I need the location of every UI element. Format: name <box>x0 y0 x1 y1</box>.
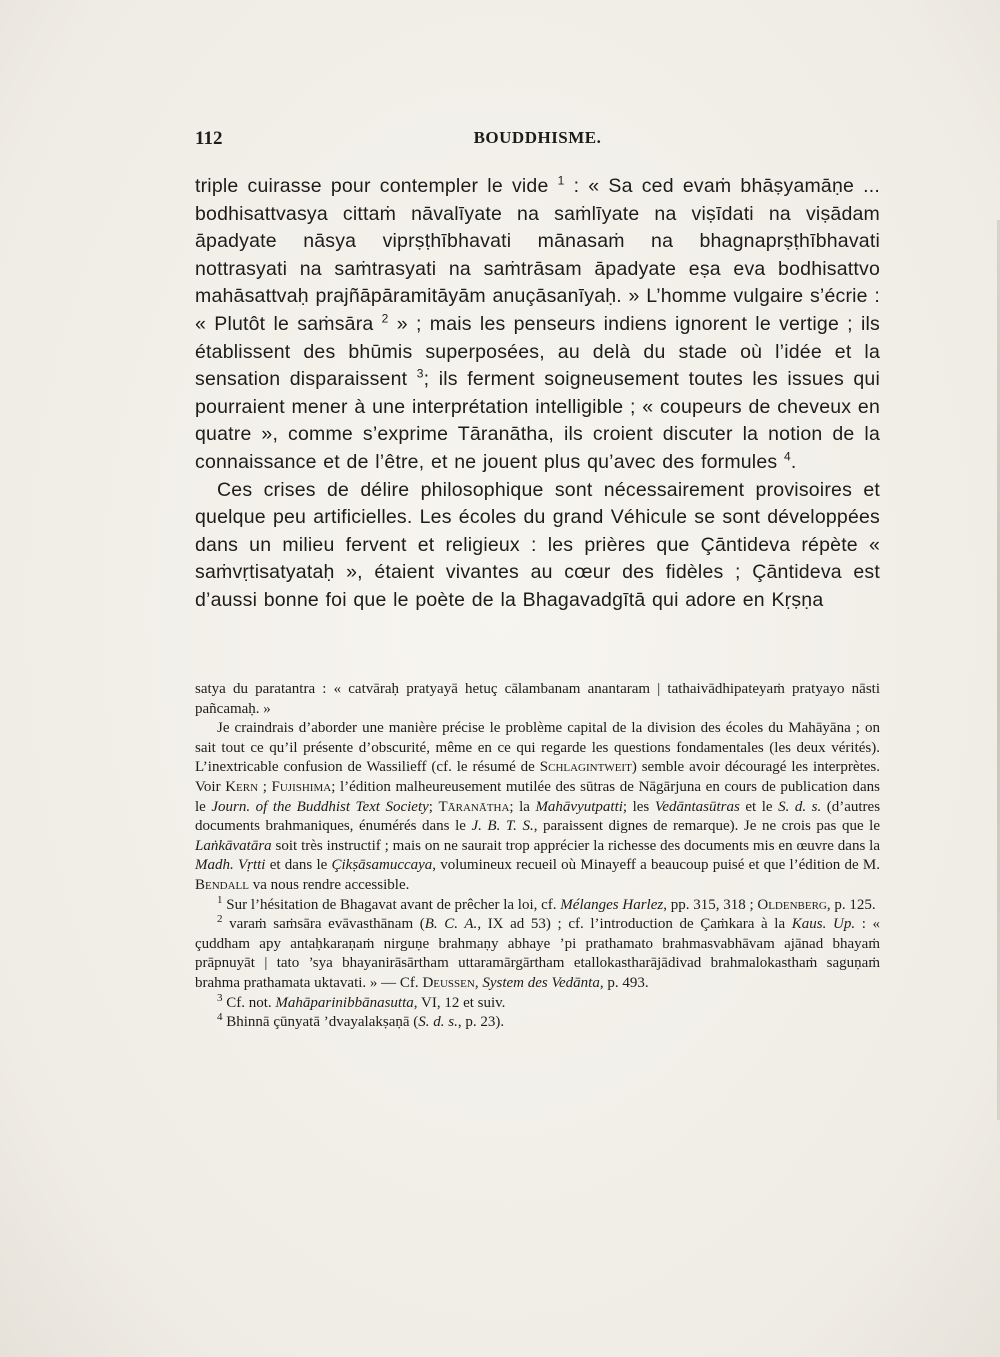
author-name: Schlagintweit <box>539 759 632 776</box>
footnote-mark: 1 <box>217 893 223 906</box>
author-name: Oldenberg <box>757 896 827 913</box>
text-span: ; la <box>509 798 530 815</box>
main-text <box>195 173 880 615</box>
work-title: Mélanges Harlez <box>560 896 664 913</box>
paragraph-2: Ces crises de délire philosophique sont nécessairement provisoires et quelque peu artificielles. Les écoles du grand Véhicule se sont développées dans un milieu fervent et religieux : les prières que Çāntideva répète « saṁvṛtisatyataḥ », étaient vivantes au cœur des fidèles ; Çāntideva est d’aussi bonne foi que le poète de la Bhagavadgītā qui adore en Kṛṣṇa <box>195 478 880 611</box>
footnote-1 <box>195 893 880 916</box>
work-title: S. d. s. <box>778 798 822 815</box>
text-span: , paraissent dignes de remarque). Je ne crois pas que le <box>533 818 880 835</box>
text-span: et dans le <box>269 857 328 874</box>
text-span: , p. 125. <box>826 896 876 913</box>
footnote-mark: 2 <box>217 913 223 926</box>
text-span: Sur l’hésitation de Bhagavat avant de prêcher la loi, cf. <box>226 896 557 913</box>
work-title: Madh. Vṛtti <box>195 857 266 874</box>
work-title: B. C. A. <box>424 916 478 933</box>
text-span: ; <box>428 798 433 815</box>
work-title: Mahāvyutpatti <box>535 798 623 815</box>
text-span: , volumineux recueil où Minayeff a beaucoup puisé et que l’édition de M. <box>432 857 880 874</box>
text-span: , IX ad 53) ; cf. l’introduction de Çaṁkara à la <box>477 916 786 933</box>
text-span: Bhinnā çūnyatā ’dvayalakṣaṇā ( <box>226 1014 419 1031</box>
page-header <box>195 128 880 154</box>
text-span: et le <box>745 798 773 815</box>
text-span: ) semble avoir découragé les interprètes. Voir <box>195 759 880 795</box>
author-name: Fujishima <box>271 778 332 795</box>
footnote-ref-3: 3 <box>416 366 424 381</box>
text-span: , VI, 12 et suiv. <box>413 994 506 1011</box>
footnote-mark: 3 <box>217 991 223 1004</box>
text-span: » ; mais les penseurs indiens ignorent le vertige ; ils établissent des bhūmis superposées, au delà du stade où l’idée et la sensation disparaissent <box>195 312 881 391</box>
text-span: : « Sa ced evaṁ bhāṣyamāṇe ... bodhisattvasya cittaṁ nāvalīyate na saṁlīyate na viṣīdati na viṣādam āpadyate nāsya viprṣṭhībhavati mānasaṁ na bhagnaprṣṭhībhavati nottrasyati na saṁtrasyati na saṁtrāsam āpadyate eṣa eva bodhisattvo mahāsattvaḥ prajñāpāramitāyām anuçāsanīyaḥ. » L’homme vulgaire s’écrie : « Plutôt le saṁsāra <box>195 175 881 335</box>
text-span: , pp. 315, 318 ; <box>663 896 754 913</box>
running-title: BOUDDHISME. <box>473 128 602 147</box>
footnote-continued: satya du paratantra : « catvāraḥ pratyayā hetuç cālambanam anantaram | tathaivādhipateyaṁ pratyayo nāsti pañcamaḥ. » <box>195 681 880 717</box>
text-span: varaṁ saṁsāra evāvasthānam ( <box>229 916 425 933</box>
work-title: Çikṣāsamuccaya <box>331 857 433 874</box>
work-title: J. B. T. S. <box>471 818 534 835</box>
footnote-3 <box>195 991 880 1014</box>
footnote-4 <box>195 1013 880 1033</box>
paragraph-1 <box>195 173 880 477</box>
text-span: , <box>474 974 479 991</box>
work-title: Kaus. Up. <box>791 916 856 933</box>
footnote-2 <box>195 915 880 993</box>
text-span: Je craindrais d’aborder une manière précise le problème capital de la division des écoles du Mahāyāna ; on sait tout ce qu’il présente d’obscurité, même en ce qui regarde les questions fondamentales (les deux vérités). L’inextricable confusion de Wassilieff (cf. le résumé de <box>195 720 880 776</box>
footnote-mark: 4 <box>217 1011 223 1024</box>
work-title: Vedāntasūtras <box>654 798 740 815</box>
text-span: Cf. not. <box>226 994 272 1011</box>
work-title: S. d. s. <box>418 1014 458 1031</box>
footnote-ref-2: 2 <box>381 311 389 326</box>
footnote-continued-2 <box>195 719 880 895</box>
work-title: Laṅkāvatāra <box>195 837 272 854</box>
page-number: 112 <box>195 128 223 149</box>
text-span: va nous rendre accessible. <box>252 876 410 893</box>
text-span: , p. 23). <box>457 1014 505 1031</box>
footnotes <box>195 680 880 1033</box>
text-span: ; l’édition malheureusement mutilée des sūtras de Nāgārjuna en cours de publication dans le <box>195 778 881 815</box>
author-name: Tāranātha <box>438 798 510 815</box>
footnote-ref-1: 1 <box>557 173 565 188</box>
text-span: soit très instructif ; mais on ne saurait trop apprécier la richesse des documents mis en œuvre dans la <box>275 837 880 854</box>
footnote-ref-4: 4 <box>783 449 791 464</box>
text-span: (d’autres documents brahmaniques, énumérés dans le <box>195 798 881 835</box>
text-span: , p. 493. <box>599 974 649 991</box>
work-title: Journ. of the Buddhist Text Society <box>211 798 429 815</box>
text-span: ; <box>262 778 267 795</box>
text-span: . <box>790 450 797 473</box>
text-span: ; les <box>622 798 650 815</box>
work-title: Mahāparinibbānasutta <box>275 994 414 1011</box>
author-name: Kern <box>225 778 259 795</box>
text-span: : « çuddham apy antaḥkaraṇaṁ nirguṇe brahmaṇy abhaye ’pi prathamato brahmasvabhāvam ajānad bhayaṁ prāpnuyāt | tato ’sya bhayanirāsārtham uttaramārgārtham etallokastharājādivad brahmalokasthaṁ saguṇaṁ brahma prathamata uktavati. » — Cf. <box>195 916 880 991</box>
author-name: Deussen <box>422 974 475 991</box>
author-name: Bendall <box>195 876 249 893</box>
text-span: ; ils ferment soigneusement toutes les issues qui pourraient mener à une interprétation intelligible ; « coupeurs de cheveux en quatre », comme s’exprime Tāranātha, ils croient discuter la notion de la connaissance et de l’être, et ne jouent plus qu’avec des formules <box>195 368 881 473</box>
work-title: System des Vedānta <box>482 974 600 991</box>
text-span: triple cuirasse pour contempler le vide <box>195 175 549 197</box>
